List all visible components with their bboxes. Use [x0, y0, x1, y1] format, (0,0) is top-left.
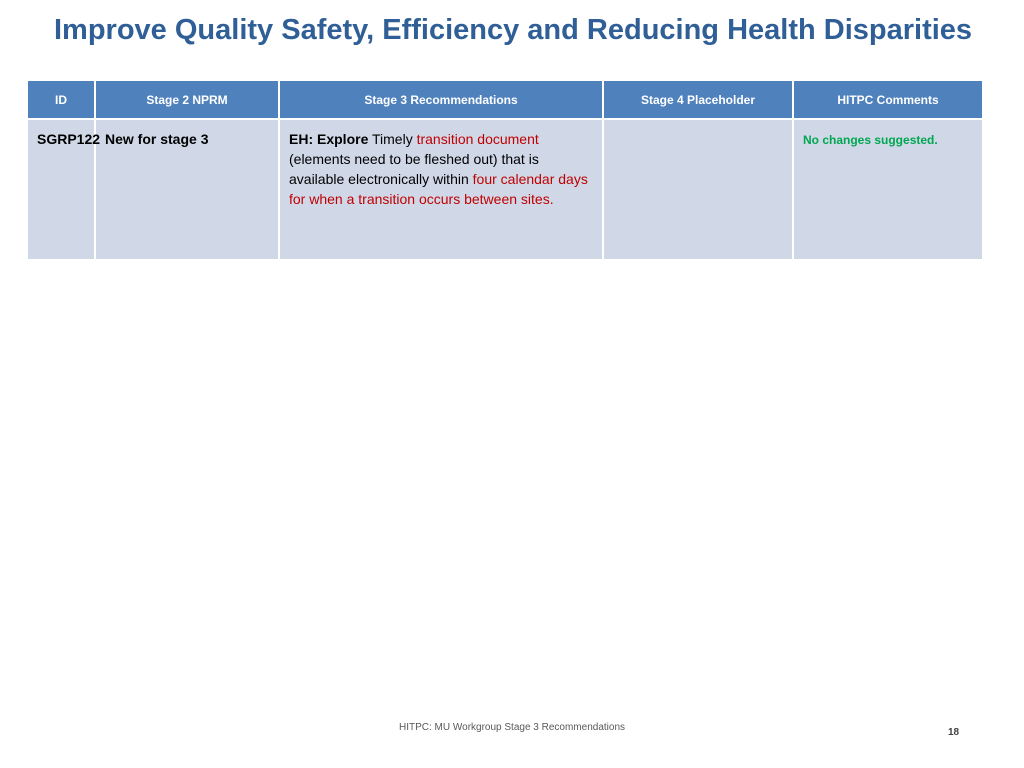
- cell-stage3-recommendation: [279, 119, 603, 260]
- table-row: [27, 119, 983, 260]
- recommendation-highlight-2: four calendar days for when a transition occurs between sites.: [289, 171, 588, 207]
- recommendation-text-2: (elements need to be fleshed out) that is available electronically within: [289, 151, 539, 187]
- header-stage4-placeholder: Stage 4 Placeholder: [603, 80, 793, 119]
- header-hitpc-comments: HITPC Comments: [793, 80, 983, 119]
- slide-title: Improve Quality Safety, Efficiency and Reducing Health Disparities: [54, 14, 973, 46]
- page-number: 18: [948, 727, 960, 738]
- recommendation-text-1: Timely: [372, 131, 413, 147]
- header-id: ID: [27, 80, 95, 119]
- cell-stage2-nprm: New for stage 3: [95, 119, 279, 260]
- header-stage2-nprm: Stage 2 NPRM: [95, 80, 279, 119]
- table-header-row: [27, 80, 983, 119]
- cell-stage4-placeholder: [603, 119, 793, 260]
- slide-footer: HITPC: MU Workgroup Stage 3 Recommendations: [398, 722, 625, 733]
- header-stage3-recommendations: Stage 3 Recommendations: [279, 80, 603, 119]
- comment-text: No changes suggested.: [803, 133, 938, 147]
- recommendation-highlight-1: transition document: [416, 131, 539, 147]
- cell-hitpc-comments: [793, 119, 983, 260]
- recommendation-lead: EH: Explore: [289, 131, 369, 147]
- cell-id: SGRP122: [27, 119, 95, 260]
- recommendations-table: [26, 79, 984, 261]
